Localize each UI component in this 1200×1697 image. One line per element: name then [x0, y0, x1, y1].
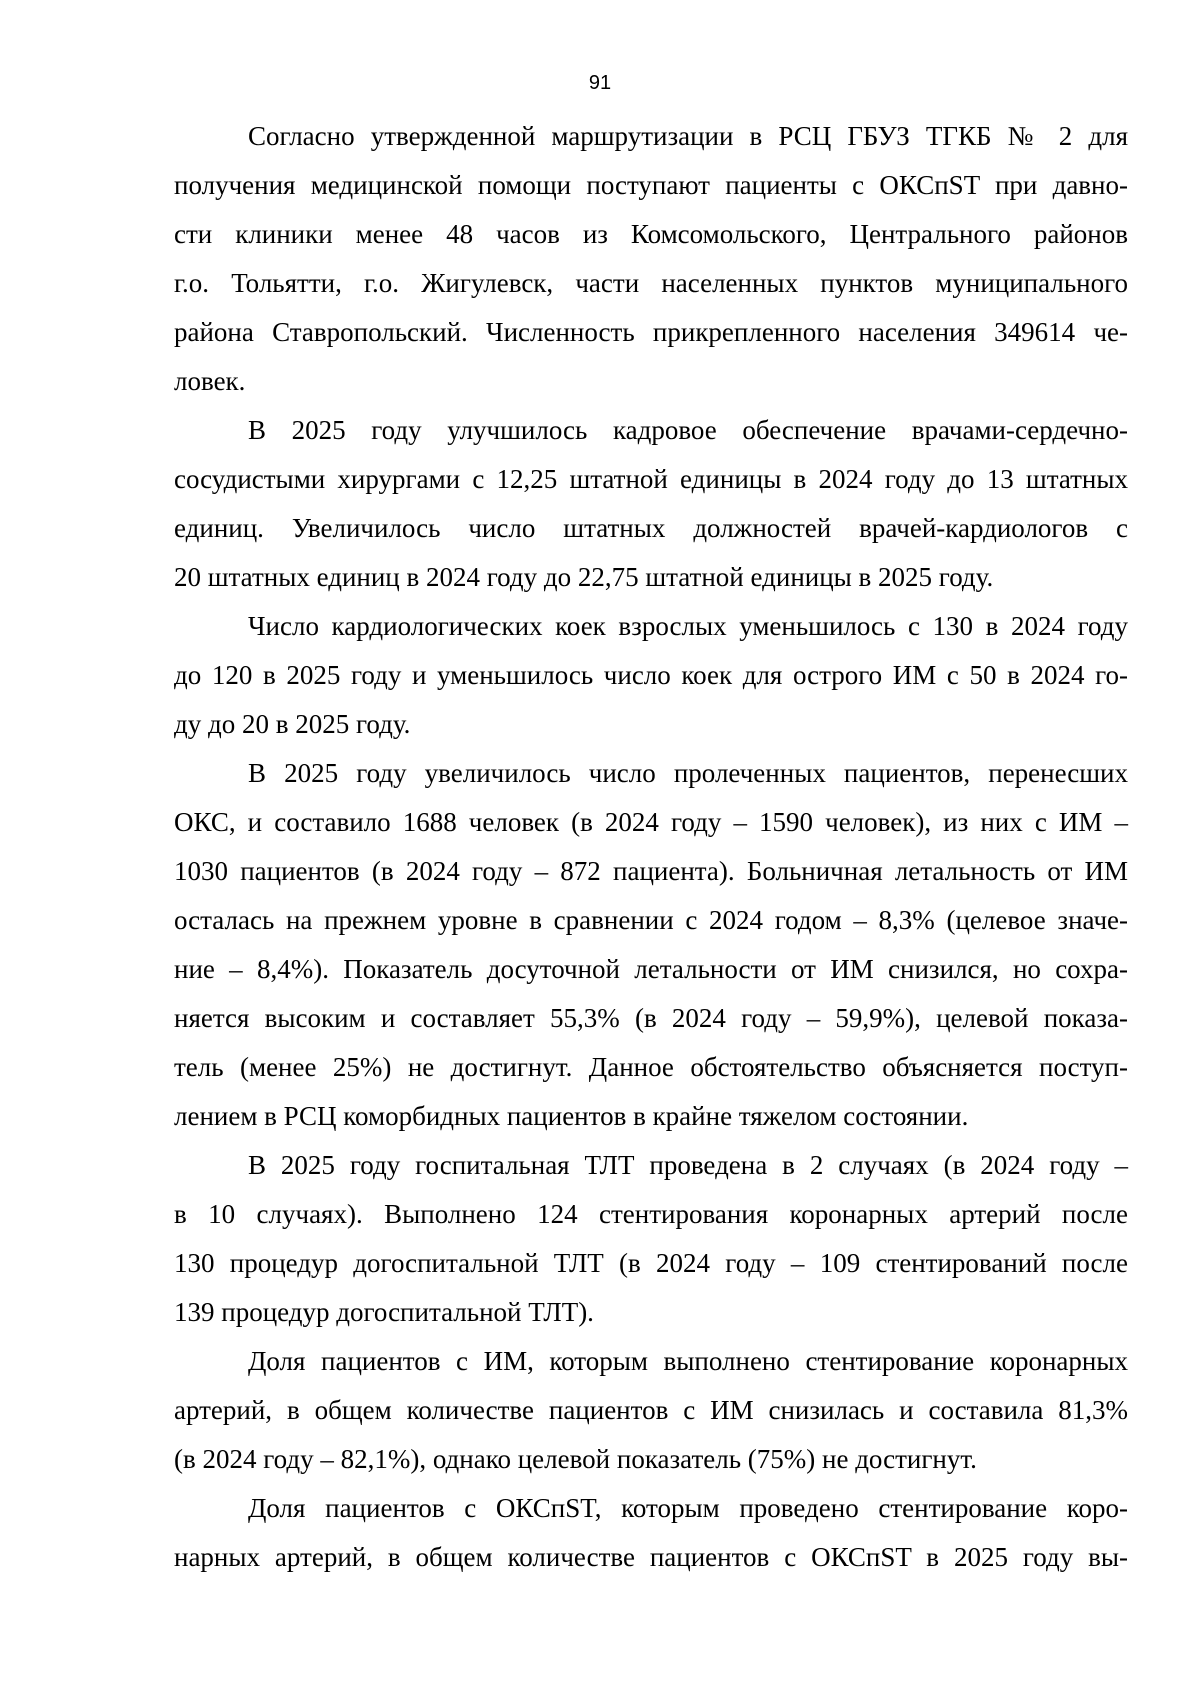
text-line: г.о. Тольятти, г.о. Жигулевск, части населенных пунктов муниципального [174, 268, 1128, 298]
text-line: ние – 8,4%). Показатель досуточной летальности от ИМ снизился, но сохра- [174, 954, 1128, 984]
text-line: тель (менее 25%) не достигнут. Данное обстоятельство объясняется поступ- [174, 1052, 1128, 1082]
text-line: Доля пациентов с ИМ, которым выполнено стентирование коронарных [248, 1346, 1128, 1376]
text-line: ловек. [174, 366, 246, 396]
text-line: В 2025 году улучшилось кадровое обеспечение врачами-сердечно- [248, 415, 1128, 445]
paragraph [174, 1141, 1128, 1337]
text-line: 130 процедур догоспитальной ТЛТ (в 2024 году – 109 стентирований после [174, 1248, 1128, 1278]
text-line: сосудистыми хирургами с 12,25 штатной единицы в 2024 году до 13 штатных [174, 464, 1128, 494]
paragraph [174, 1337, 1128, 1484]
text-line: Число кардиологических коек взрослых уменьшилось с 130 в 2024 году [248, 611, 1128, 641]
text-line: 20 штатных единиц в 2024 году до 22,75 штатной единицы в 2025 году. [174, 562, 994, 592]
text-line: до 120 в 2025 году и уменьшилось число коек для острого ИМ с 50 в 2024 го- [174, 660, 1128, 690]
text-line: В 2025 году госпитальная ТЛТ проведена в 2 случаях (в 2024 году – [248, 1150, 1128, 1180]
text-line: артерий, в общем количестве пациентов с ИМ снизилась и составила 81,3% [174, 1395, 1128, 1425]
paragraph [174, 112, 1128, 406]
page-number: 91 [588, 72, 612, 94]
paragraph [174, 602, 1128, 749]
text-line: района Ставропольский. Численность прикрепленного населения 349614 че- [174, 317, 1128, 347]
text-line: сти клиники менее 48 часов из Комсомольского, Центрального районов [174, 219, 1128, 249]
text-line: единиц. Увеличилось число штатных должностей врачей-кардиологов с [174, 513, 1128, 543]
text-line: Доля пациентов с ОКСпST, которым проведено стентирование коро- [248, 1493, 1128, 1523]
document-body [174, 112, 1128, 1582]
text-line: осталась на прежнем уровне в сравнении с 2024 годом – 8,3% (целевое значе- [174, 905, 1128, 935]
paragraph [174, 1484, 1128, 1582]
text-line: получения медицинской помощи поступают пациенты с ОКСпST при давно- [174, 170, 1128, 200]
text-line: ду до 20 в 2025 году. [174, 709, 411, 739]
text-line: лением в РСЦ коморбидных пациентов в крайне тяжелом состоянии. [174, 1101, 969, 1131]
text-line: ОКС, и составило 1688 человек (в 2024 году – 1590 человек), из них с ИМ – [174, 807, 1128, 837]
paragraph [174, 406, 1128, 602]
text-line: Согласно утвержденной маршрутизации в РСЦ ГБУЗ ТГКБ № 2 для [248, 121, 1128, 151]
paragraph [174, 749, 1128, 1141]
text-line: в 10 случаях). Выполнено 124 стентирования коронарных артерий после [174, 1199, 1128, 1229]
text-line: нарных артерий, в общем количестве пациентов с ОКСпST в 2025 году вы- [174, 1542, 1128, 1572]
text-line: (в 2024 году – 82,1%), однако целевой показатель (75%) не достигнут. [174, 1444, 977, 1474]
text-line: 1030 пациентов (в 2024 году – 872 пациента). Больничная летальность от ИМ [174, 856, 1128, 886]
text-line: няется высоким и составляет 55,3% (в 2024 году – 59,9%), целевой показа- [174, 1003, 1128, 1033]
text-line: В 2025 году увеличилось число пролеченных пациентов, перенесших [248, 758, 1128, 788]
text-line: 139 процедур догоспитальной ТЛТ). [174, 1297, 594, 1327]
